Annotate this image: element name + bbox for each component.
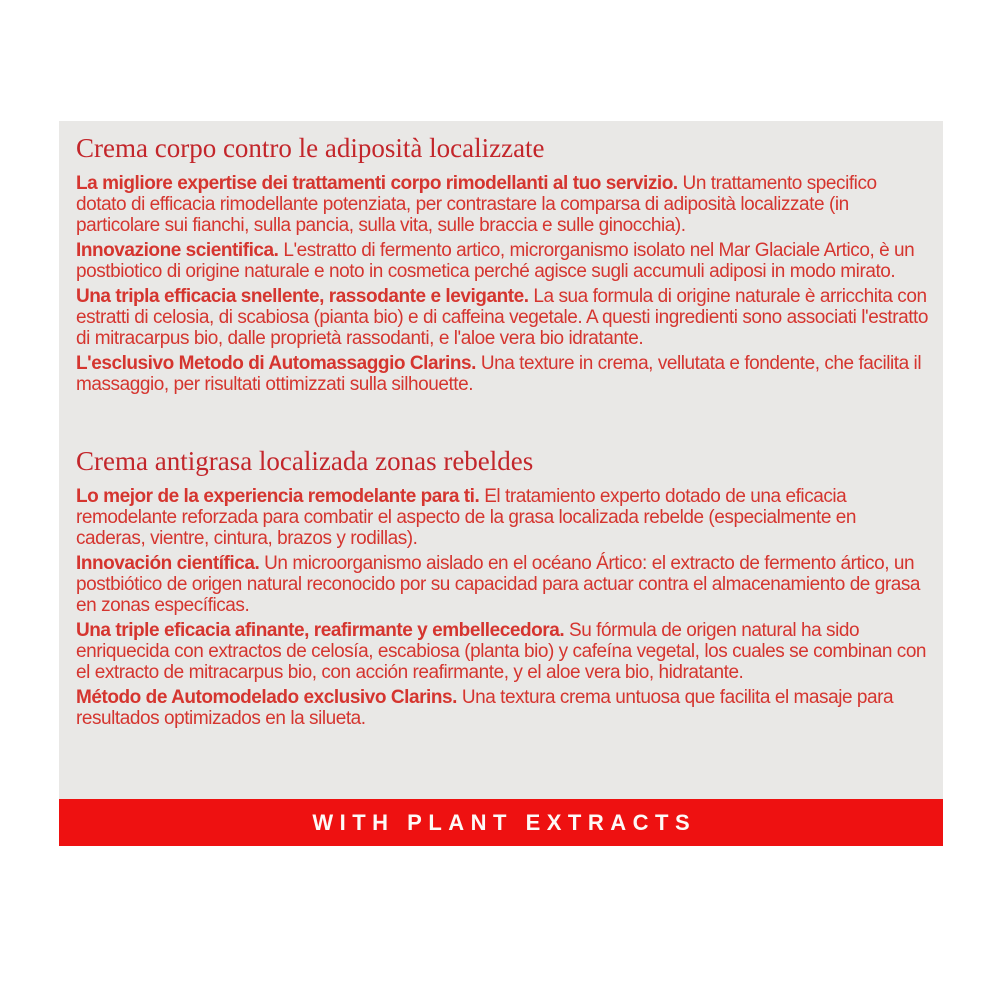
paragraph-lead: Una tripla efficacia snellente, rassodante e levigante. xyxy=(76,286,529,307)
paragraph-lead: Innovazione scientifica. xyxy=(76,240,279,261)
banner-label: WITH PLANT EXTRACTS xyxy=(312,809,697,835)
spanish-section xyxy=(59,446,943,729)
paragraph-lead: Método de Automodelado exclusivo Clarins. xyxy=(76,687,457,708)
spanish-paragraph-triple-efficacy xyxy=(76,620,929,683)
paragraph-body: Una texture in crema, vellutata e fondente, che facilita il massaggio, per risultati ottimizzati sulla silhouette. xyxy=(76,353,922,395)
paragraph-body: Un microorganismo aislado en el océano Ártico: el extracto de fermento ártico, un postbiótico de origen natural reconocido por su capacidad para actuar contra el almacenamiento de grasa en zonas específicas. xyxy=(76,553,921,616)
paragraph-body: La sua formula di origine naturale è arricchita con estratti di celosia, di scabiosa (pianta bio) e di caffeina vegetale. A questi ingredienti sono associati l'estratto di mitracarpus bio, dalle proprietà rassodanti, e l'aloe vera bio idratante. xyxy=(76,286,928,349)
paragraph-lead: Una triple eficacia afinante, reafirmante y embellecedora. xyxy=(76,620,565,641)
paragraph-lead: Lo mejor de la experiencia remodelante para ti. xyxy=(76,486,480,507)
italian-paragraph-self-massage xyxy=(76,353,929,395)
paragraph-body: Su fórmula de origen natural ha sido enriquecida con extractos de celosía, escabiosa (planta bio) y cafeína vegetal, los cuales se combinan con el extracto de mitracarpus bio, con acción reafirmante, y el aloe vera bio, hidratante. xyxy=(76,620,927,683)
italian-title: Crema corpo contro le adiposità localizzate xyxy=(76,133,545,163)
italian-paragraph-expertise xyxy=(76,173,929,236)
spanish-paragraph-expertise xyxy=(76,486,929,549)
paragraph-body: El tratamiento experto dotado de una eficacia remodelante reforzada para combatir el aspecto de la grasa localizada rebelde (especialmente en caderas, vientre, cintura, brazos y rodillas). xyxy=(76,486,857,549)
plant-extracts-banner xyxy=(59,799,943,846)
product-label-panel xyxy=(59,121,943,846)
paragraph-body: Una textura crema untuosa que facilita el masaje para resultados optimizados en la silueta. xyxy=(76,687,894,729)
italian-paragraph-innovation xyxy=(76,240,929,282)
paragraph-body: L'estratto di fermento artico, microrganismo isolato nel Mar Glaciale Artico, è un postbiotico di origine naturale e noto in cosmetica perché agisce sugli accumuli adiposi in modo mirato. xyxy=(76,240,915,282)
spanish-paragraph-innovation xyxy=(76,553,929,616)
italian-section xyxy=(59,121,943,395)
italian-paragraph-triple-efficacy xyxy=(76,286,929,349)
paragraph-lead: Innovación científica. xyxy=(76,553,260,574)
spanish-title: Crema antigrasa localizada zonas rebeldes xyxy=(76,446,534,476)
paragraph-body: Un trattamento specifico dotato di efficacia rimodellante potenziata, per contrastare la comparsa di adiposità localizzate (in particolare sui fianchi, sulla pancia, sulla vita, sulle braccia e sulle ginocchia). xyxy=(76,173,877,236)
paragraph-lead: L'esclusivo Metodo di Automassaggio Clarins. xyxy=(76,353,476,374)
spanish-paragraph-self-massage xyxy=(76,687,929,729)
paragraph-lead: La migliore expertise dei trattamenti corpo rimodellanti al tuo servizio. xyxy=(76,173,678,194)
